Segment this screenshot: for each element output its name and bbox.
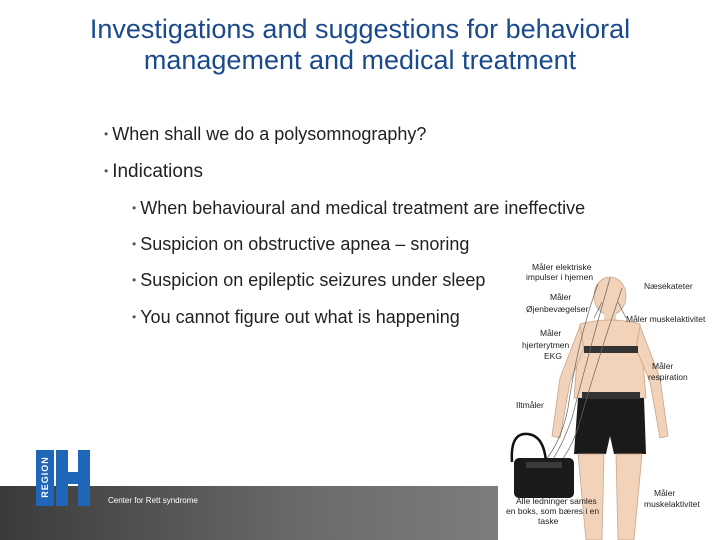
sub-bullet-item (132, 198, 585, 219)
bullet-dot-icon: • (132, 310, 137, 324)
label-ecg-1: Måler (540, 328, 562, 338)
logo-text: REGION (39, 456, 50, 498)
label-eeg-2: impulser i hjernen (526, 272, 594, 282)
label-eye-1: Måler (550, 292, 572, 302)
sub-bullet-item (132, 234, 469, 255)
bullet-text: Indications (112, 161, 204, 182)
polysomnography-figure (498, 258, 720, 540)
label-resp-1: Måler (652, 361, 674, 371)
label-muscle: Måler muskelaktivitet (626, 314, 706, 324)
sub-bullet-text: You cannot figure out what is happening (140, 307, 460, 327)
region-logo (36, 450, 92, 506)
bullet-dot-icon: • (132, 273, 137, 287)
sub-bullet-item (132, 270, 485, 291)
bullet-dot-icon: • (132, 201, 137, 215)
sub-bullet-text: When behavioural and medical treatment are ineffective (140, 198, 586, 218)
label-ecg-2: hjerterytmen (522, 340, 570, 350)
bullet-text: When shall we do a polysomnography? (112, 124, 427, 144)
footer-text: Center for Rett syndrome (108, 496, 198, 505)
label-nose: Næsekateter (644, 281, 693, 291)
title-line-2: management and medical treatment (143, 45, 577, 75)
title-line-1: Investigations and suggestions for behavioral (89, 14, 631, 44)
label-ecg-3: EKG (544, 351, 562, 361)
label-eeg-1: Måler elektriske (532, 262, 592, 272)
bullet-item (104, 161, 203, 183)
label-box-2: en boks, som bæres i en (506, 506, 600, 516)
label-resp-2: respiration (648, 372, 688, 382)
label-box-3: taske (538, 516, 559, 526)
bullet-dot-icon: • (104, 127, 109, 141)
bullet-dot-icon: • (104, 164, 109, 178)
bullet-dot-icon: • (132, 237, 137, 251)
sub-bullet-text: Suspicion on epileptic seizures under sleep (140, 270, 486, 290)
sub-bullet-item (132, 307, 460, 328)
label-oxy: Iltmåler (516, 400, 544, 410)
label-legs-2: muskelaktivitet (644, 499, 700, 509)
bullet-item (104, 124, 426, 145)
label-eye-2: Øjenbevægelser (526, 304, 589, 314)
logo-h-icon (36, 450, 92, 506)
label-box-1: Alle ledninger samles (516, 496, 597, 506)
label-legs-1: Måler (654, 488, 676, 498)
sub-bullet-text: Suspicion on obstructive apnea – snoring (140, 234, 470, 254)
